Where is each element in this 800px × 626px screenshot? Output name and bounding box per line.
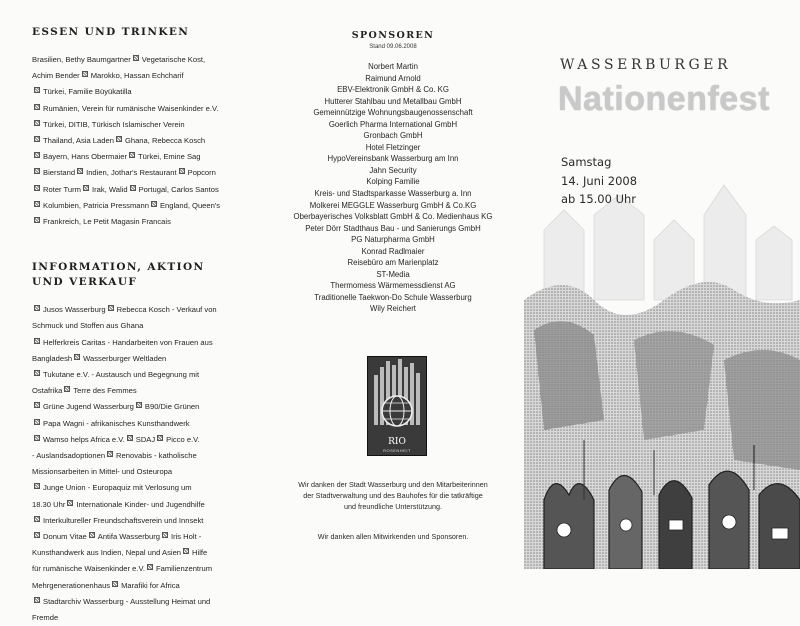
rio-logo xyxy=(367,356,427,456)
bullet-square-icon xyxy=(74,354,80,360)
list-entry: Familienzentrum xyxy=(155,564,213,574)
cover-panel xyxy=(524,0,800,569)
bullet-square-icon xyxy=(34,185,40,191)
sponsor-name: ST-Media xyxy=(376,269,410,279)
sponsor-name: HypoVereinsbank Wasserburg am Inn xyxy=(327,154,459,164)
sponsor-name: Thermomess Wärmemessdienst AG xyxy=(330,281,456,291)
list-item xyxy=(32,383,252,399)
list-entry: Renovabis - katholische xyxy=(116,451,197,461)
list-entry: Rebecca Kosch - Verkauf von xyxy=(116,305,217,315)
essen-heading: ESSEN UND TRINKEN xyxy=(32,26,190,38)
left-panel xyxy=(0,0,262,623)
list-item xyxy=(32,529,252,545)
sponsor-stand-date: Stand 09.06.2008 xyxy=(369,44,417,50)
bullet-square-icon xyxy=(34,516,40,522)
list-entry: Türkei, DITIB, Türkisch Islamischer Verein xyxy=(43,119,185,129)
sponsor-name: Hutterer Stahlbau und Metallbau GmbH xyxy=(324,96,462,106)
list-entry: Roter Turm xyxy=(43,184,81,194)
list-entry: Ostafrika xyxy=(32,386,63,396)
list-entry: Irak, Walid xyxy=(91,184,128,194)
bullet-square-icon xyxy=(34,305,40,311)
thanks-text xyxy=(272,479,514,512)
bullet-square-icon xyxy=(179,168,185,174)
bullet-square-icon xyxy=(183,548,189,554)
list-entry: Bangladesh xyxy=(32,353,73,363)
list-entry: Vegetarische Kost, xyxy=(141,55,206,64)
sponsor-name: Molkerei MEGGLE Wasserburg GmbH & Co.KG xyxy=(309,200,477,210)
list-item xyxy=(32,480,252,496)
list-item xyxy=(32,214,252,230)
bullet-square-icon xyxy=(34,217,40,223)
list-entry: Portugal, Carlos Santos xyxy=(138,184,219,194)
sponsor-name: Oberbayerisches Volksblatt GmbH & Co. Medienhaus KG xyxy=(293,212,493,222)
list-entry: Frankreich, Le Petit Magasin Francais xyxy=(43,217,171,227)
bullet-square-icon xyxy=(34,168,40,174)
bullet-square-icon xyxy=(34,402,40,408)
list-entry: Marokko, Hassan Echcharif xyxy=(90,71,184,81)
list-entry: Bayern, Hans Obermaier xyxy=(43,152,127,162)
bullet-square-icon xyxy=(34,532,40,538)
sponsor-name: Konrad Radlmaier xyxy=(361,246,425,256)
list-entry: für rumänische Waisenkinder e.V. xyxy=(32,564,145,574)
bullet-square-icon xyxy=(162,532,168,538)
list-item xyxy=(32,318,252,334)
list-item xyxy=(32,68,252,84)
list-entry: Bierstand xyxy=(43,168,76,178)
bullet-square-icon xyxy=(127,435,133,441)
sponsor-list xyxy=(266,61,520,315)
bullet-square-icon xyxy=(34,483,40,489)
rio-logo-text: RIO xyxy=(388,437,406,447)
list-entry: Kolumbien, Patricia Pressmann xyxy=(43,200,149,210)
sponsor-name: Goerlich Pharma International GmbH xyxy=(328,119,458,129)
list-entry: 18.30 Uhr xyxy=(32,499,66,509)
bullet-square-icon xyxy=(34,435,40,441)
event-day: Samstag xyxy=(561,155,612,169)
event-date: 14. Juni 2008 xyxy=(561,174,638,188)
bullet-square-icon xyxy=(107,451,113,457)
sponsor-name: Reisebüro am Marienplatz xyxy=(347,258,439,268)
list-item xyxy=(32,545,252,561)
list-item xyxy=(32,578,252,594)
bullet-square-icon xyxy=(34,104,40,110)
info-heading-line1: INFORMATION, AKTION xyxy=(32,261,205,274)
info-list xyxy=(32,302,252,626)
thanks-line: und freundliche Unterstützung. xyxy=(344,502,442,511)
bullet-square-icon xyxy=(77,168,83,174)
bullet-square-icon xyxy=(147,564,153,570)
bullet-square-icon xyxy=(136,402,142,408)
list-entry: Tukutane e.V. - Austausch und Begegnung mit xyxy=(43,370,200,380)
sponsor-name: Raimund Arnold xyxy=(365,73,421,83)
middle-panel xyxy=(262,0,524,569)
list-item xyxy=(32,416,252,432)
sponsor-name: Norbert Martin xyxy=(368,62,418,71)
list-entry: Schmuck und Stoffen aus Ghana xyxy=(32,321,144,331)
title-top: WASSERBURGER xyxy=(560,57,732,73)
sponsor-name: Gronbach GmbH xyxy=(363,131,423,141)
list-entry: Thailand, Asia Laden xyxy=(43,136,114,146)
info-heading-line2: UND VERKAUF xyxy=(32,276,138,289)
list-item xyxy=(32,198,252,214)
list-entry: Donum Vitae xyxy=(43,532,87,542)
list-entry: - Auslandsadoptionen xyxy=(32,451,106,461)
list-entry: Iris Holt - xyxy=(170,532,202,542)
list-entry: Rumänien, Verein für rumänische Waisenkinder e.V. xyxy=(43,103,219,113)
list-entry: Brasilien, Bethy Baumgartner xyxy=(32,55,131,64)
thanks-line: Wir danken der Stadt Wasserburg und den Mitarbeiterinnen xyxy=(298,480,488,489)
list-item xyxy=(32,610,252,626)
bullet-square-icon xyxy=(89,532,95,538)
event-time: ab 15.00 Uhr xyxy=(561,192,637,206)
list-item xyxy=(32,432,252,448)
bullet-square-icon xyxy=(34,87,40,93)
sponsor-name: Traditionelle Taekwon-Do Schule Wasserburg xyxy=(314,292,472,302)
list-entry: Grüne Jugend Wasserburg xyxy=(43,402,134,412)
sponsor-name: Peter Dörr Stadthaus Bau - und Sanierungs GmbH xyxy=(305,223,481,233)
list-item xyxy=(32,302,252,318)
list-entry: Missionsarbeiten in Mittel- und Osteuropa xyxy=(32,467,173,477)
list-item xyxy=(32,351,252,367)
list-item xyxy=(32,84,252,100)
sponsor-name: Hotel Fletzinger xyxy=(365,142,421,152)
thanks-line: der Stadtverwaltung und des Bauhofes für die tatkräftige xyxy=(303,491,483,500)
sponsor-name: EBV-Elektronik GmbH & Co. KG xyxy=(337,85,449,95)
bullet-square-icon xyxy=(151,201,157,207)
rio-logo-subtext: ROSENHEIT xyxy=(383,448,411,453)
list-item xyxy=(32,399,252,415)
list-entry: England, Queen's xyxy=(159,200,221,210)
list-entry: Indien, Jothar's Restaurant xyxy=(86,168,177,178)
list-entry: Kunsthandwerk aus Indien, Nepal und Asien xyxy=(32,548,182,558)
list-item xyxy=(32,335,252,351)
list-item xyxy=(32,117,252,133)
list-entry: Popcorn xyxy=(187,168,216,178)
sponsor-name: PG Naturpharma GmbH xyxy=(351,235,435,245)
list-item xyxy=(32,165,252,181)
list-item xyxy=(32,464,252,480)
sponsor-heading: SPONSOREN xyxy=(351,30,435,41)
list-entry: Interkultureller Freundschaftsverein und Innsekt xyxy=(43,515,204,525)
list-item xyxy=(32,133,252,149)
list-entry: Mehrgenerationenhaus xyxy=(32,580,111,590)
list-entry: Wasserburger Weltladen xyxy=(83,353,167,363)
bullet-square-icon xyxy=(108,305,114,311)
list-entry: SDAJ xyxy=(135,434,156,444)
list-item xyxy=(32,182,252,198)
list-entry: Hilfe xyxy=(192,548,208,558)
list-item xyxy=(32,448,252,464)
sponsor-name: Gemeinnützige Wohnungsbaugenossenschaft xyxy=(313,108,473,118)
list-entry: Internationale Kinder- und Jugendhilfe xyxy=(76,499,205,509)
list-item xyxy=(32,594,252,610)
list-entry: Achim Bender xyxy=(32,71,80,81)
list-entry: Antifa Wasserburg xyxy=(97,532,160,542)
bullet-square-icon xyxy=(34,136,40,142)
bullet-square-icon xyxy=(34,201,40,207)
list-entry: Helferkreis Caritas - Handarbeiten von Frauen aus xyxy=(43,337,213,347)
thanks-sponsors-text: Wir danken allen Mitwirkenden und Sponsoren. xyxy=(317,532,469,541)
list-item xyxy=(32,497,252,513)
bullet-square-icon xyxy=(112,581,118,587)
list-item xyxy=(32,149,252,165)
list-entry: Terre des Femmes xyxy=(73,386,137,396)
sponsor-name: Kreis- und Stadtsparkasse Wasserburg a. Inn xyxy=(314,189,472,199)
list-item xyxy=(32,52,252,68)
bullet-square-icon xyxy=(130,185,136,191)
info-heading xyxy=(32,260,252,290)
bullet-square-icon xyxy=(82,71,88,77)
list-entry: Jusos Wasserburg xyxy=(43,305,106,315)
sponsor-name: Wily Reichert xyxy=(370,304,416,314)
bullet-square-icon xyxy=(157,435,163,441)
bullet-square-icon xyxy=(129,152,135,158)
sponsor-name: Kolping Familie xyxy=(366,177,420,187)
list-item xyxy=(32,561,252,577)
title-main: Nationenfest xyxy=(558,80,770,118)
bullet-square-icon xyxy=(34,597,40,603)
list-entry: Marafiki for Africa xyxy=(121,580,180,590)
bullet-square-icon xyxy=(116,136,122,142)
list-entry: Türkei, Familie Büyükatilla xyxy=(43,87,132,97)
list-entry: Ghana, Rebecca Kosch xyxy=(124,136,206,146)
list-entry: Picco e.V. xyxy=(166,434,200,444)
bullet-square-icon xyxy=(83,185,89,191)
list-item xyxy=(32,513,252,529)
list-entry: Junge Union - Europaquiz mit Verlosung um xyxy=(43,483,192,493)
list-entry: Türkei, Emine Sag xyxy=(138,152,201,162)
bullet-square-icon xyxy=(34,152,40,158)
list-entry: B90/Die Grünen xyxy=(144,402,200,412)
list-entry: Stadtarchiv Wasserburg - Ausstellung Heimat und xyxy=(43,596,211,606)
bullet-square-icon xyxy=(133,55,139,61)
list-item xyxy=(32,367,252,383)
list-entry: Fremde xyxy=(32,613,59,623)
bullet-square-icon xyxy=(67,500,73,506)
bullet-square-icon xyxy=(34,338,40,344)
bullet-square-icon xyxy=(34,419,40,425)
list-item xyxy=(32,101,252,117)
bullet-square-icon xyxy=(34,370,40,376)
list-entry: Papa Wagni - afrikanisches Kunsthandwerk xyxy=(43,418,190,428)
sponsor-name: Jahn Security xyxy=(369,165,417,175)
list-entry: Wamso helps Africa e.V. xyxy=(43,434,125,444)
essen-list xyxy=(32,52,252,230)
bullet-square-icon xyxy=(64,386,70,392)
bullet-square-icon xyxy=(34,120,40,126)
